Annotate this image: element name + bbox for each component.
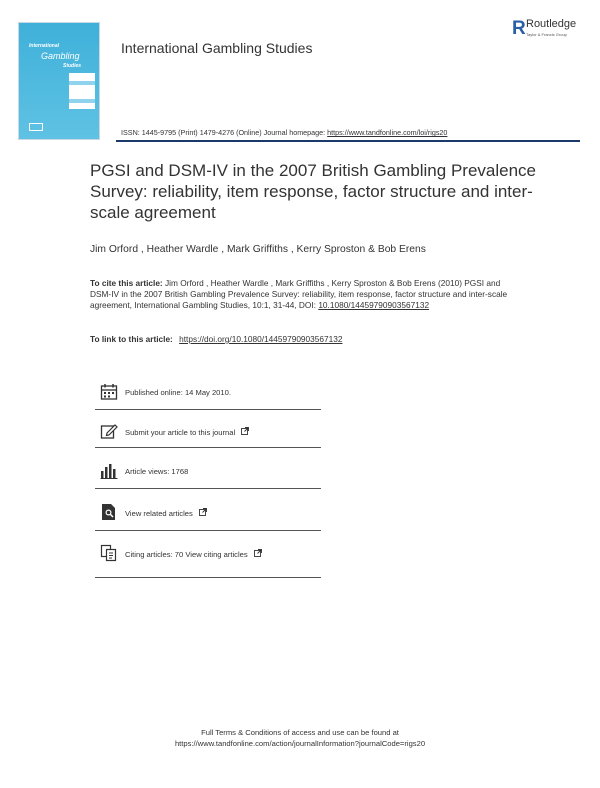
related-label: View related articles bbox=[125, 509, 193, 518]
citation-block bbox=[90, 278, 520, 311]
submit-label: Submit your article to this journal bbox=[125, 428, 236, 437]
meta-divider bbox=[95, 577, 321, 578]
published-date: Published online: 14 May 2010. bbox=[125, 388, 231, 397]
related-row[interactable] bbox=[100, 503, 400, 523]
footer bbox=[0, 727, 600, 749]
publisher-subtitle: Taylor & Francis Group bbox=[526, 32, 567, 37]
journal-cover-image bbox=[18, 22, 100, 140]
link-to-article bbox=[90, 334, 342, 344]
journal-title[interactable]: International Gambling Studies bbox=[121, 40, 313, 56]
citing-articles-link[interactable] bbox=[125, 549, 262, 559]
journal-homepage-link[interactable]: https://www.tandfonline.com/loi/rigs20 bbox=[327, 128, 448, 137]
article-title: PGSI and DSM-IV in the 2007 British Gambling Prevalence Survey: reliability, item response, factor structure and inter-scale agreement bbox=[90, 161, 536, 222]
article-doi-link[interactable]: https://doi.org/10.1080/14459790903567132 bbox=[179, 334, 343, 344]
submit-article-link[interactable] bbox=[125, 427, 249, 437]
cover-publisher-mark bbox=[29, 123, 43, 131]
meta-divider bbox=[95, 409, 321, 410]
meta-divider bbox=[95, 530, 321, 531]
pencil-icon bbox=[100, 422, 118, 440]
meta-divider bbox=[95, 447, 321, 448]
search-document-icon bbox=[100, 503, 118, 521]
external-link-icon bbox=[199, 508, 207, 518]
citing-label: Citing articles: 70 View citing articles bbox=[125, 550, 248, 559]
issn-line bbox=[121, 128, 447, 137]
calendar-icon bbox=[100, 383, 118, 401]
article-views: Article views: 1768 bbox=[125, 467, 189, 476]
cover-stripe bbox=[69, 81, 95, 85]
link-label: To link to this article: bbox=[90, 334, 173, 344]
footer-terms-link[interactable]: https://www.tandfonline.com/action/journalInformation?journalCode=rigs20 bbox=[174, 739, 426, 748]
cite-doi-link[interactable]: 10.1080/14459790903567132 bbox=[318, 300, 430, 310]
citation-icon bbox=[100, 544, 118, 562]
citing-row[interactable] bbox=[100, 544, 400, 564]
cover-panel bbox=[69, 73, 95, 109]
publisher-name: Routledge bbox=[526, 18, 577, 30]
views-row bbox=[100, 462, 400, 482]
submit-row[interactable] bbox=[100, 422, 400, 442]
bar-chart-icon bbox=[100, 462, 118, 480]
external-link-icon bbox=[254, 549, 262, 559]
external-link-icon bbox=[241, 427, 249, 437]
published-row bbox=[100, 383, 400, 403]
routledge-r-icon: R bbox=[512, 18, 526, 39]
cover-title-line2: Gambling bbox=[41, 51, 80, 61]
cite-text: Jim Orford , Heather Wardle , Mark Griffiths , Kerry Sproston & Bob Erens (2010) PGSI and DSM-IV in the 2007 British Gambling Prevalence Survey: reliability, item response, factor structure and inter-scale agreement, International Gambling Studies, 10:1, 31-44, DOI: bbox=[90, 278, 508, 310]
issn-text: ISSN: 1445-9795 (Print) 1479-4276 (Online) Journal homepage: bbox=[121, 128, 326, 137]
footer-terms-text: Full Terms & Conditions of access and use can be found at bbox=[201, 728, 399, 737]
cover-stripe bbox=[69, 99, 95, 103]
cover-title-line3: Studies bbox=[63, 63, 82, 69]
header-divider bbox=[116, 140, 580, 142]
cover-title-line1: International bbox=[29, 43, 60, 49]
article-authors: Jim Orford , Heather Wardle , Mark Griffiths , Kerry Sproston & Bob Erens bbox=[90, 244, 426, 255]
meta-divider bbox=[95, 488, 321, 489]
related-articles-link[interactable] bbox=[125, 508, 207, 518]
cite-label: To cite this article: bbox=[90, 278, 163, 288]
